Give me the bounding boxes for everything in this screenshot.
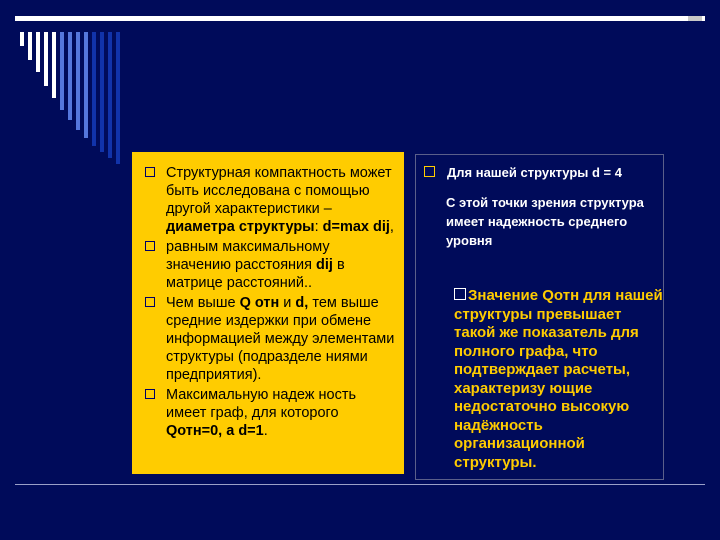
top-decorative-rule bbox=[15, 16, 705, 21]
item-text-tail: в матрице расстояний.. bbox=[166, 257, 345, 291]
q-relative-paragraph bbox=[454, 287, 664, 472]
item-bold-formula: d=max dij bbox=[322, 219, 390, 235]
item-text-tail: тем выше средние издержки при обмене информацией между элементами структуры (подразделе ниями предприятия). bbox=[166, 295, 395, 383]
decorative-bar bbox=[36, 32, 40, 72]
item-bold-text: dij bbox=[316, 257, 333, 273]
item-text: Максимальную надеж ность имеет граф, для которого bbox=[166, 387, 357, 421]
square-bullet-icon bbox=[454, 288, 466, 300]
decorative-bar bbox=[52, 32, 56, 98]
item-text-tail: . bbox=[263, 423, 268, 439]
item-text-tail: и bbox=[279, 295, 296, 311]
decorative-bar bbox=[76, 32, 80, 130]
decorative-bar bbox=[100, 32, 104, 152]
decorative-bar bbox=[60, 32, 64, 110]
q-relative-text: Значение Qотн для нашей структуры превышает такой же показатель для полного графа, что подтверждает расчеты, характеризу ющие недостаточно высокую надёжность организационной структуры. bbox=[454, 287, 663, 471]
item-bold-text: Q отн bbox=[239, 295, 280, 311]
square-bullet-icon bbox=[145, 167, 155, 177]
decorative-bar bbox=[20, 32, 24, 46]
square-bullet-icon bbox=[145, 297, 155, 307]
left-content-panel bbox=[132, 152, 404, 474]
right-content-panel bbox=[415, 154, 664, 480]
decorative-bar bbox=[28, 32, 32, 60]
decorative-bar bbox=[92, 32, 96, 146]
square-bullet-icon bbox=[145, 241, 155, 251]
item-bold-text: d, bbox=[295, 295, 309, 311]
item-text-tail: , bbox=[389, 219, 394, 235]
item-text-tail: : bbox=[314, 219, 323, 235]
list-item bbox=[142, 238, 398, 292]
left-bullet-list bbox=[132, 152, 404, 440]
decorative-bar bbox=[44, 32, 48, 86]
square-bullet-icon bbox=[145, 389, 155, 399]
bottom-decorative-rule bbox=[15, 484, 705, 485]
list-item bbox=[142, 164, 398, 236]
item-text: Чем выше bbox=[166, 295, 240, 311]
square-bullet-icon bbox=[424, 166, 435, 177]
item-bold-formula: Qотн=0, а d=1 bbox=[166, 423, 264, 439]
right-bullet-heading bbox=[424, 165, 622, 180]
decorative-bar bbox=[108, 32, 112, 158]
item-text: равным максимальному значению расстояния bbox=[166, 239, 330, 273]
item-text: Структурная компактность может быть исследована с помощью другой характеристики – bbox=[166, 165, 392, 217]
top-rule-end-accent bbox=[688, 16, 702, 21]
reliability-level-text: С этой точки зрения структура имеет надежность среднего уровня bbox=[446, 195, 644, 248]
decorative-bar bbox=[116, 32, 120, 164]
decorative-bar bbox=[68, 32, 72, 120]
list-item bbox=[142, 386, 398, 440]
list-item bbox=[142, 294, 398, 384]
item-bold-text: диаметра структуры bbox=[166, 219, 315, 235]
decorative-bar bbox=[84, 32, 88, 138]
structure-diameter-text: Для нашей структуры d = 4 bbox=[447, 165, 622, 180]
